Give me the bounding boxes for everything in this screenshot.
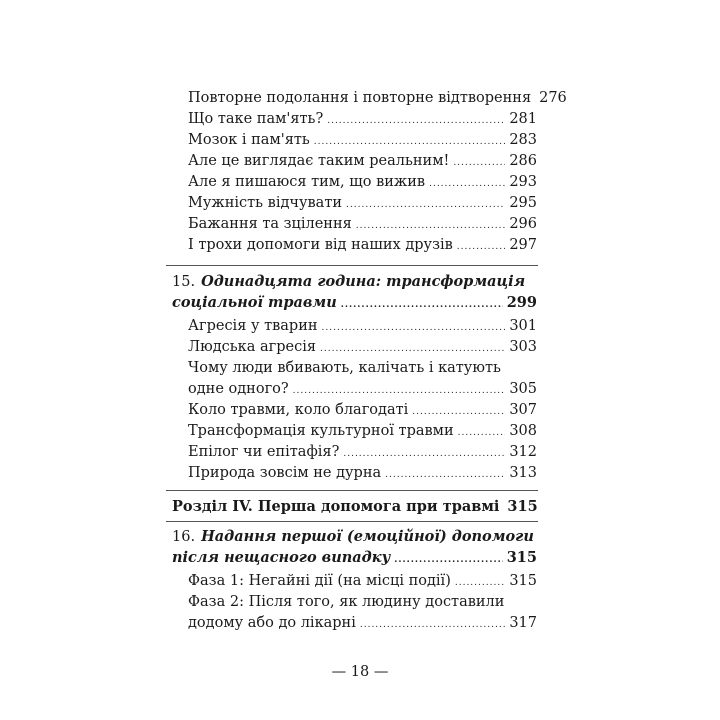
- chapter-heading-line: [172, 527, 537, 547]
- entry-title: Чому люди вбивають, калічать і катують: [188, 360, 501, 376]
- entry-page: 281: [509, 111, 537, 127]
- entry-page: 308: [509, 423, 537, 439]
- entry-page: 315: [509, 573, 537, 589]
- entry-title: Трансформація культурної травми: [188, 423, 454, 439]
- toc-entry: [188, 571, 537, 593]
- entry-title: Але це виглядає таким реальним!: [188, 153, 450, 169]
- leader-dots: [360, 615, 505, 635]
- entry-title: І трохи допомоги від наших друзів: [188, 237, 453, 253]
- leader-dots: [455, 573, 505, 593]
- entry-title: Природа зовсім не дурна: [188, 465, 382, 481]
- toc-entry: [188, 592, 537, 612]
- part-page: 315: [507, 498, 538, 515]
- toc-entry: [188, 358, 537, 378]
- chapter-title: після нещасного випадку: [172, 549, 391, 566]
- toc-entry: [188, 172, 537, 194]
- leader-dots: [394, 550, 502, 570]
- entry-page: 313: [509, 465, 537, 481]
- leader-dots: [314, 132, 506, 152]
- leader-dots: [320, 339, 505, 359]
- entry-title: Людська агресія: [188, 339, 316, 355]
- entry-page: 296: [509, 216, 537, 232]
- section-divider: [166, 521, 538, 522]
- entry-title-cont: одне одного?: [188, 381, 289, 397]
- entry-page: 276: [539, 90, 567, 106]
- chapter-title: Надання першої (емоційної) допомоги: [201, 528, 534, 545]
- entry-title: Епілог чи епітафія?: [188, 444, 340, 460]
- chapter-title: Одинадцята година: трансформація: [201, 273, 526, 290]
- chapter-heading-line: [172, 272, 537, 292]
- entry-title: Фаза 2: Після того, як людину доставили: [188, 594, 505, 610]
- entry-title: Що таке пам'ять?: [188, 111, 324, 127]
- toc-entry: [188, 88, 567, 110]
- leader-dots: [429, 174, 505, 194]
- entry-page: 295: [509, 195, 537, 211]
- entry-page: 286: [509, 153, 537, 169]
- toc-entry: [188, 214, 537, 236]
- toc-entry: [188, 235, 537, 257]
- entry-page: 301: [509, 318, 537, 334]
- section-divider: [166, 265, 538, 266]
- entry-title: Мужність відчувати: [188, 195, 343, 211]
- entry-page: 317: [509, 615, 537, 631]
- entry-title: Коло травми, коло благодаті: [188, 402, 409, 418]
- toc-entry: [188, 130, 537, 152]
- entry-page: 297: [509, 237, 537, 253]
- toc-entry: [188, 613, 537, 635]
- entry-page: 305: [509, 381, 537, 397]
- toc-entry: [188, 421, 537, 443]
- chapter-heading-line: [172, 548, 537, 570]
- leader-dots: [457, 237, 506, 257]
- entry-page: 312: [509, 444, 537, 460]
- entry-title: Агресія у тварин: [188, 318, 318, 334]
- leader-dots: [356, 216, 506, 236]
- leader-dots: [385, 465, 505, 485]
- entry-page: 303: [509, 339, 537, 355]
- chapter-number: 15.: [172, 274, 196, 290]
- part-heading: [172, 497, 537, 519]
- entry-page: 283: [509, 132, 537, 148]
- toc-entry: [188, 193, 537, 215]
- leader-dots: [341, 295, 503, 315]
- toc-entry: [188, 151, 537, 173]
- chapter-page: 315: [506, 549, 537, 566]
- leader-dots: [293, 381, 506, 401]
- toc-entry: [188, 379, 537, 401]
- leader-dots: [343, 444, 505, 464]
- part-title: Розділ IV. Перша допомога при травмі: [172, 498, 500, 515]
- leader-dots: [412, 402, 505, 422]
- entry-title: Мозок і пам'ять: [188, 132, 310, 148]
- toc-entry: [188, 463, 537, 485]
- entry-title: Фаза 1: Негайні дії (на місці події): [188, 573, 451, 589]
- leader-dots: [346, 195, 505, 215]
- toc-entry: [188, 442, 537, 464]
- leader-dots: [322, 318, 506, 338]
- chapter-title: соціальної травми: [172, 294, 337, 311]
- leader-dots: [453, 153, 505, 173]
- leader-dots: [327, 111, 505, 131]
- toc-entry: [188, 316, 537, 338]
- section-divider: [166, 490, 538, 491]
- chapter-heading-line: [172, 293, 537, 315]
- page-number: — 18 —: [331, 664, 389, 680]
- leader-dots: [458, 423, 506, 443]
- entry-title-cont: додому або до лікарні: [188, 615, 356, 631]
- toc-entry: [188, 109, 537, 131]
- chapter-page: 299: [506, 294, 537, 311]
- toc-entry: [188, 337, 537, 359]
- chapter-number: 16.: [172, 529, 196, 545]
- entry-title: Бажання та зцілення: [188, 216, 352, 232]
- toc-entry: [188, 400, 537, 422]
- entry-title: Повторне подолання і повторне відтворення: [188, 90, 532, 106]
- entry-page: 307: [509, 402, 537, 418]
- entry-title: Але я пишаюся тим, що вижив: [188, 174, 426, 190]
- entry-page: 293: [509, 174, 537, 190]
